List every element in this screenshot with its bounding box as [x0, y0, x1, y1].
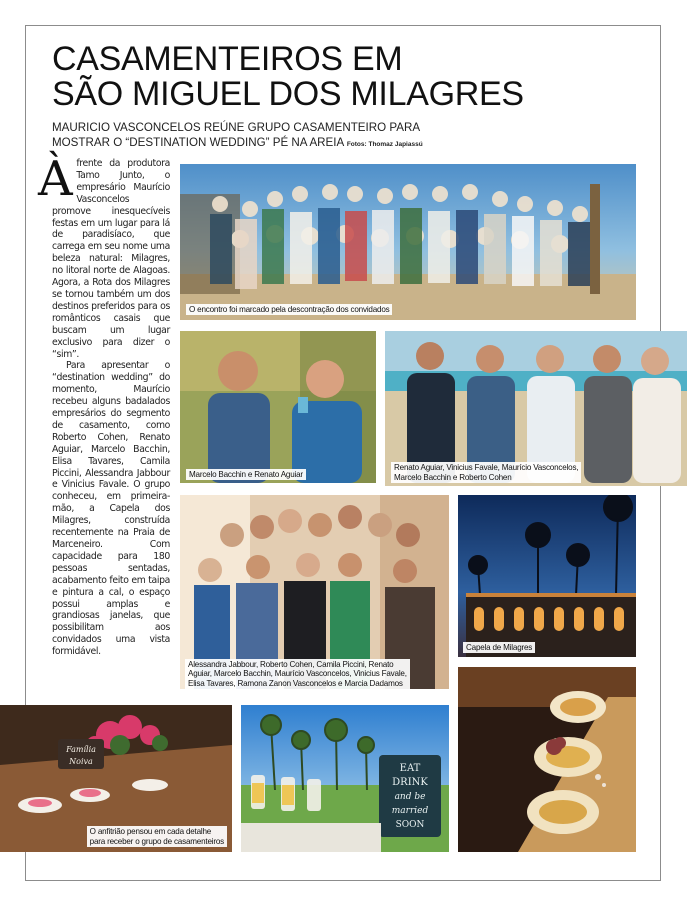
five-men-photo — [385, 331, 687, 486]
body-paragraph-2: Para apresentar o “destination wedding” do momento, Maurício recebeu alguns badalados empresários do segmento de casamento, como Roberto Cohen, Renato Aguiar, Marcelo Bacchin, Elisa Tavares, Camila Piccini, Alessandra Jabbour e Vinicius Favale. O grupo conheceu, em primeira-mão, a Capela dos Milagres, construída recentemente na Praia de Marceneiro. Com capacidade para 180 pessoas sentadas, acabamento feito em taipa e pintura a cal, o espaço possui amplas e grandiosas janelas, que possibilitam aos convidados uma vista formidável. — [52, 360, 170, 658]
team-caption-line-3: Elisa Tavares, Ramona Zanon Vasconcelos e Marcia Dadamos — [188, 678, 403, 688]
article-title — [52, 42, 524, 112]
article-body — [38, 151, 170, 658]
paragraph-1-text: frente da produtora Tamo Junto, o empresário Maurício Vasconcelos promove inesquecíveis festas em um lugar para lá de paradisíaco, que carrega em seu nome uma beleza natural: Milagres, no litoral norte de Alagoas. Agora, a Rota dos Milagres se tornou também um dos destinos preferidos para os românticos casais que buscam um lugar exclusivo para dizer o “sim”. — [52, 158, 170, 360]
group-photo — [180, 164, 636, 320]
duo-photo-caption: Marcelo Bacchin e Renato Aguiar — [186, 469, 306, 480]
five-men-caption-line-1: Renato Aguiar, Vinicius Favale, Maurício Vasconcelos, — [394, 463, 579, 473]
beach-sign-line-4: married — [391, 806, 429, 816]
chapel-photo — [458, 495, 636, 657]
beach-sign-line-3: and be — [394, 792, 426, 802]
title-line-1: CASAMENTEIROS EM — [52, 40, 403, 78]
team-photo — [180, 495, 449, 689]
food-photo — [458, 667, 636, 852]
article-subtitle — [52, 121, 472, 152]
chapel-photo-caption: Capela de Milagres — [463, 642, 535, 653]
beach-sign-line-5: SOON — [395, 820, 425, 830]
beach-sign-line-1: EAT — [399, 763, 421, 774]
duo-photo — [180, 331, 376, 483]
beach-drinks-photo — [241, 705, 449, 852]
five-men-caption — [391, 462, 581, 483]
group-photo-caption: O encontro foi marcado pela descontração dos convidados — [186, 304, 392, 315]
table-caption-line-1: O anfitrião pensou em cada detalhe — [89, 827, 212, 837]
title-line-2: SÃO MIGUEL DOS MILAGRES — [52, 75, 524, 113]
subtitle-line-1: MAURICIO VASCONCELOS REÚNE GRUPO CASAMENTEIRO PARA — [52, 121, 421, 134]
five-men-caption-line-2: Marcelo Bacchin e Roberto Cohen — [394, 472, 512, 482]
table-caption-line-2: para receber o grupo de casamenteiros — [89, 836, 224, 846]
table-setting-photo — [0, 705, 232, 852]
team-caption-line-2: Aguiar, Marcelo Bacchin, Maurício Vasconcelos, Vinicius Favale, — [188, 669, 407, 679]
table-sign-line-1: Família — [66, 745, 96, 754]
subtitle-line-2: MOSTRAR O “DESTINATION WEDDING” PÉ NA AREIA — [52, 135, 344, 149]
drop-cap: À — [38, 151, 73, 207]
beach-sign-line-2: DRINK — [392, 777, 428, 788]
body-paragraph-1 — [38, 151, 170, 360]
team-caption-line-1: Alessandra Jabbour, Roberto Cohen, Camila Piccini, Renato — [188, 660, 394, 670]
table-photo-caption — [87, 826, 227, 847]
team-photo-caption — [185, 659, 410, 689]
table-sign-line-2: Noiva — [69, 757, 93, 766]
photo-credit: Fotos: Thomaz Japiassú — [346, 140, 423, 148]
